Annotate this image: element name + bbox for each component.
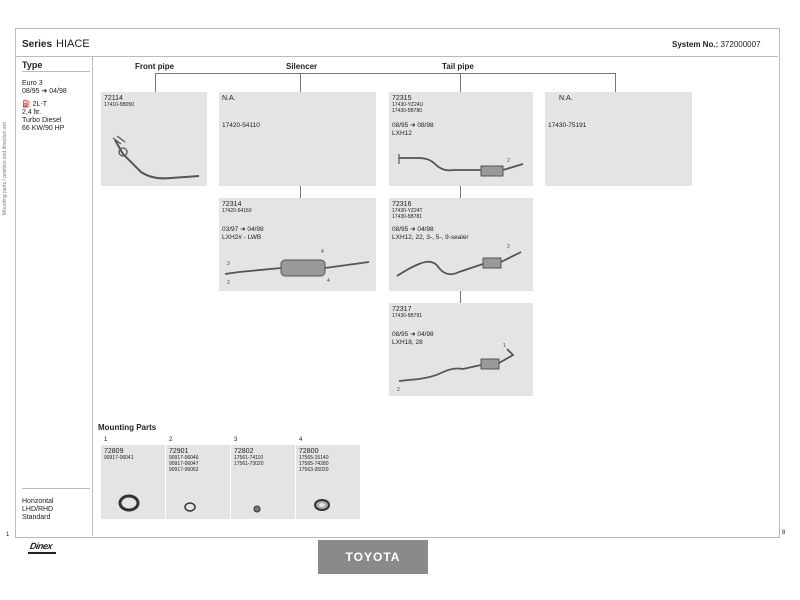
mounting-code: 72802 bbox=[234, 448, 254, 455]
type-divider bbox=[22, 71, 90, 72]
part-code: 72114 bbox=[104, 95, 123, 102]
part-code: 72315 bbox=[392, 95, 412, 102]
oem-number: 90917-06046 bbox=[169, 455, 199, 461]
part-oem: 17420-54110 bbox=[222, 122, 260, 129]
mounting-card-72802[interactable] bbox=[231, 437, 295, 519]
tree-drop-tail-na bbox=[615, 73, 616, 92]
system-label: System No.: bbox=[672, 40, 719, 49]
part-date: 08/95 ➜ 08/98 bbox=[392, 122, 434, 129]
part-card-72315[interactable] bbox=[389, 92, 533, 186]
mounting-code: 72901 bbox=[169, 448, 189, 455]
series-label: Series bbox=[22, 39, 53, 50]
part-date: 03/97 ➜ 04/98 bbox=[222, 226, 264, 233]
brand-tab[interactable]: TOYOTA bbox=[318, 540, 428, 574]
mounting-number: 4 bbox=[299, 437, 303, 443]
oem-number: 17430-5B781 bbox=[392, 214, 423, 220]
part-card-tail-na[interactable] bbox=[545, 92, 692, 186]
side-note: Mounting parts / position and direction are bbox=[2, 121, 8, 215]
bolt-drawing bbox=[231, 445, 295, 519]
oem-number: 17565-15140 bbox=[299, 455, 329, 461]
front-pipe-drawing bbox=[101, 92, 207, 186]
type-displacement: 2,4 ltr. bbox=[22, 109, 42, 116]
tree-drop-tail-2 bbox=[460, 186, 461, 198]
gasket-ring-drawing bbox=[166, 445, 230, 519]
part-code: N.A. bbox=[559, 95, 573, 102]
type-title: Type bbox=[22, 60, 43, 70]
svg-text:3: 3 bbox=[227, 261, 230, 267]
part-code: 72314 bbox=[222, 201, 242, 208]
tree-drop-tail bbox=[460, 73, 461, 92]
oem-number: 17563-35020 bbox=[299, 467, 329, 473]
system-value: 372000007 bbox=[720, 40, 761, 49]
oem-number: 90917-06062 bbox=[169, 467, 199, 473]
silencer-drawing bbox=[219, 198, 376, 291]
part-card-72314[interactable] bbox=[219, 198, 376, 291]
header-divider bbox=[15, 56, 778, 57]
part-card-silencer-na[interactable] bbox=[219, 92, 376, 186]
logo-underline bbox=[28, 552, 56, 554]
part-date: 08/95 ➜ 04/98 bbox=[392, 331, 434, 338]
tree-connector-top bbox=[155, 73, 615, 74]
tail-pipe-drawing bbox=[389, 303, 533, 396]
page-mark-left: 1 bbox=[6, 532, 10, 538]
svg-text:4: 4 bbox=[321, 249, 324, 255]
part-code: 72317 bbox=[392, 306, 412, 313]
oem-number: 17565-74280 bbox=[299, 461, 329, 467]
svg-text:2: 2 bbox=[397, 387, 400, 393]
mounting-number: 1 bbox=[104, 437, 108, 443]
series-heading bbox=[22, 38, 90, 50]
orientation-standard: Standard bbox=[22, 514, 51, 521]
svg-text:2: 2 bbox=[507, 158, 510, 164]
oem-number: 17430-YZ24T bbox=[392, 208, 423, 214]
oem-number: 17561-74110 bbox=[234, 455, 264, 461]
mounting-code: 72809 bbox=[104, 448, 124, 455]
oem-number: 17430-YZ24U bbox=[392, 102, 424, 108]
svg-text:1: 1 bbox=[503, 343, 506, 349]
column-tail-pipe: Tail pipe bbox=[442, 62, 474, 71]
type-fuel: Turbo Diesel bbox=[22, 117, 62, 124]
orientation-details bbox=[22, 498, 54, 522]
type-details bbox=[22, 80, 67, 133]
rubber-ring-drawing bbox=[101, 445, 165, 519]
dinex-logo: Dinex bbox=[29, 541, 53, 551]
mounting-card-72800[interactable] bbox=[296, 437, 360, 519]
part-code: 72316 bbox=[392, 201, 412, 208]
tree-drop-front bbox=[155, 73, 156, 92]
part-model: LXH12 bbox=[392, 130, 412, 137]
part-oem: 17430-5B791 bbox=[392, 313, 423, 319]
part-oem: 17420-54160 bbox=[222, 208, 252, 214]
part-model: LXH12, 22, 3-, 5-, 9-sealer bbox=[392, 234, 469, 241]
system-number bbox=[672, 40, 761, 49]
type-date-range: 08/95 ➜ 04/98 bbox=[22, 88, 67, 95]
type-engine: ⛽ 2L-T bbox=[22, 101, 48, 108]
part-oem: 17410-5B050 bbox=[104, 102, 135, 108]
mounting-number: 2 bbox=[169, 437, 173, 443]
svg-text:2: 2 bbox=[507, 244, 510, 250]
column-silencer: Silencer bbox=[286, 62, 318, 71]
part-code: N.A. bbox=[222, 95, 236, 102]
part-card-72316[interactable] bbox=[389, 198, 533, 291]
type-column-divider bbox=[92, 56, 93, 536]
part-oem: 17430-75191 bbox=[548, 122, 587, 129]
oem-number: 17561-73020 bbox=[234, 461, 264, 467]
page-mark-right: 8 bbox=[782, 530, 786, 536]
orientation-divider bbox=[22, 488, 90, 489]
column-front-pipe: Front pipe bbox=[135, 62, 175, 71]
oem-number: 90917-06041 bbox=[104, 455, 134, 461]
series-value: HIACE bbox=[56, 38, 90, 50]
mounting-card-72901[interactable] bbox=[166, 437, 230, 519]
part-model: LXH2# - LWB bbox=[222, 234, 262, 241]
svg-text:2: 2 bbox=[227, 280, 230, 286]
type-euro: Euro 3 bbox=[22, 80, 43, 87]
part-model: LXH18, 28 bbox=[392, 339, 423, 346]
mounting-code: 72800 bbox=[299, 448, 319, 455]
type-power: 66 KW/90 HP bbox=[22, 125, 65, 132]
orientation-drive: LHD/RHD bbox=[22, 506, 54, 513]
mounting-card-72809[interactable] bbox=[101, 437, 165, 519]
tail-pipe-drawing bbox=[389, 92, 533, 186]
tree-drop-silencer-2 bbox=[300, 186, 301, 198]
oem-number: 17430-5B780 bbox=[392, 108, 423, 114]
oem-number: 90917-06047 bbox=[169, 461, 199, 467]
orientation-horizontal: Horizontal bbox=[22, 498, 54, 505]
part-card-72114[interactable] bbox=[101, 92, 207, 186]
svg-text:4: 4 bbox=[327, 278, 330, 284]
tail-pipe-drawing bbox=[389, 198, 533, 291]
part-date: 08/95 ➜ 04/98 bbox=[392, 226, 434, 233]
tree-drop-silencer bbox=[300, 73, 301, 92]
tree-drop-tail-3 bbox=[460, 291, 461, 303]
clamp-ring-drawing bbox=[296, 445, 360, 519]
part-card-72317[interactable] bbox=[389, 303, 533, 396]
mounting-number: 3 bbox=[234, 437, 238, 443]
mounting-parts-title: Mounting Parts bbox=[98, 423, 157, 432]
